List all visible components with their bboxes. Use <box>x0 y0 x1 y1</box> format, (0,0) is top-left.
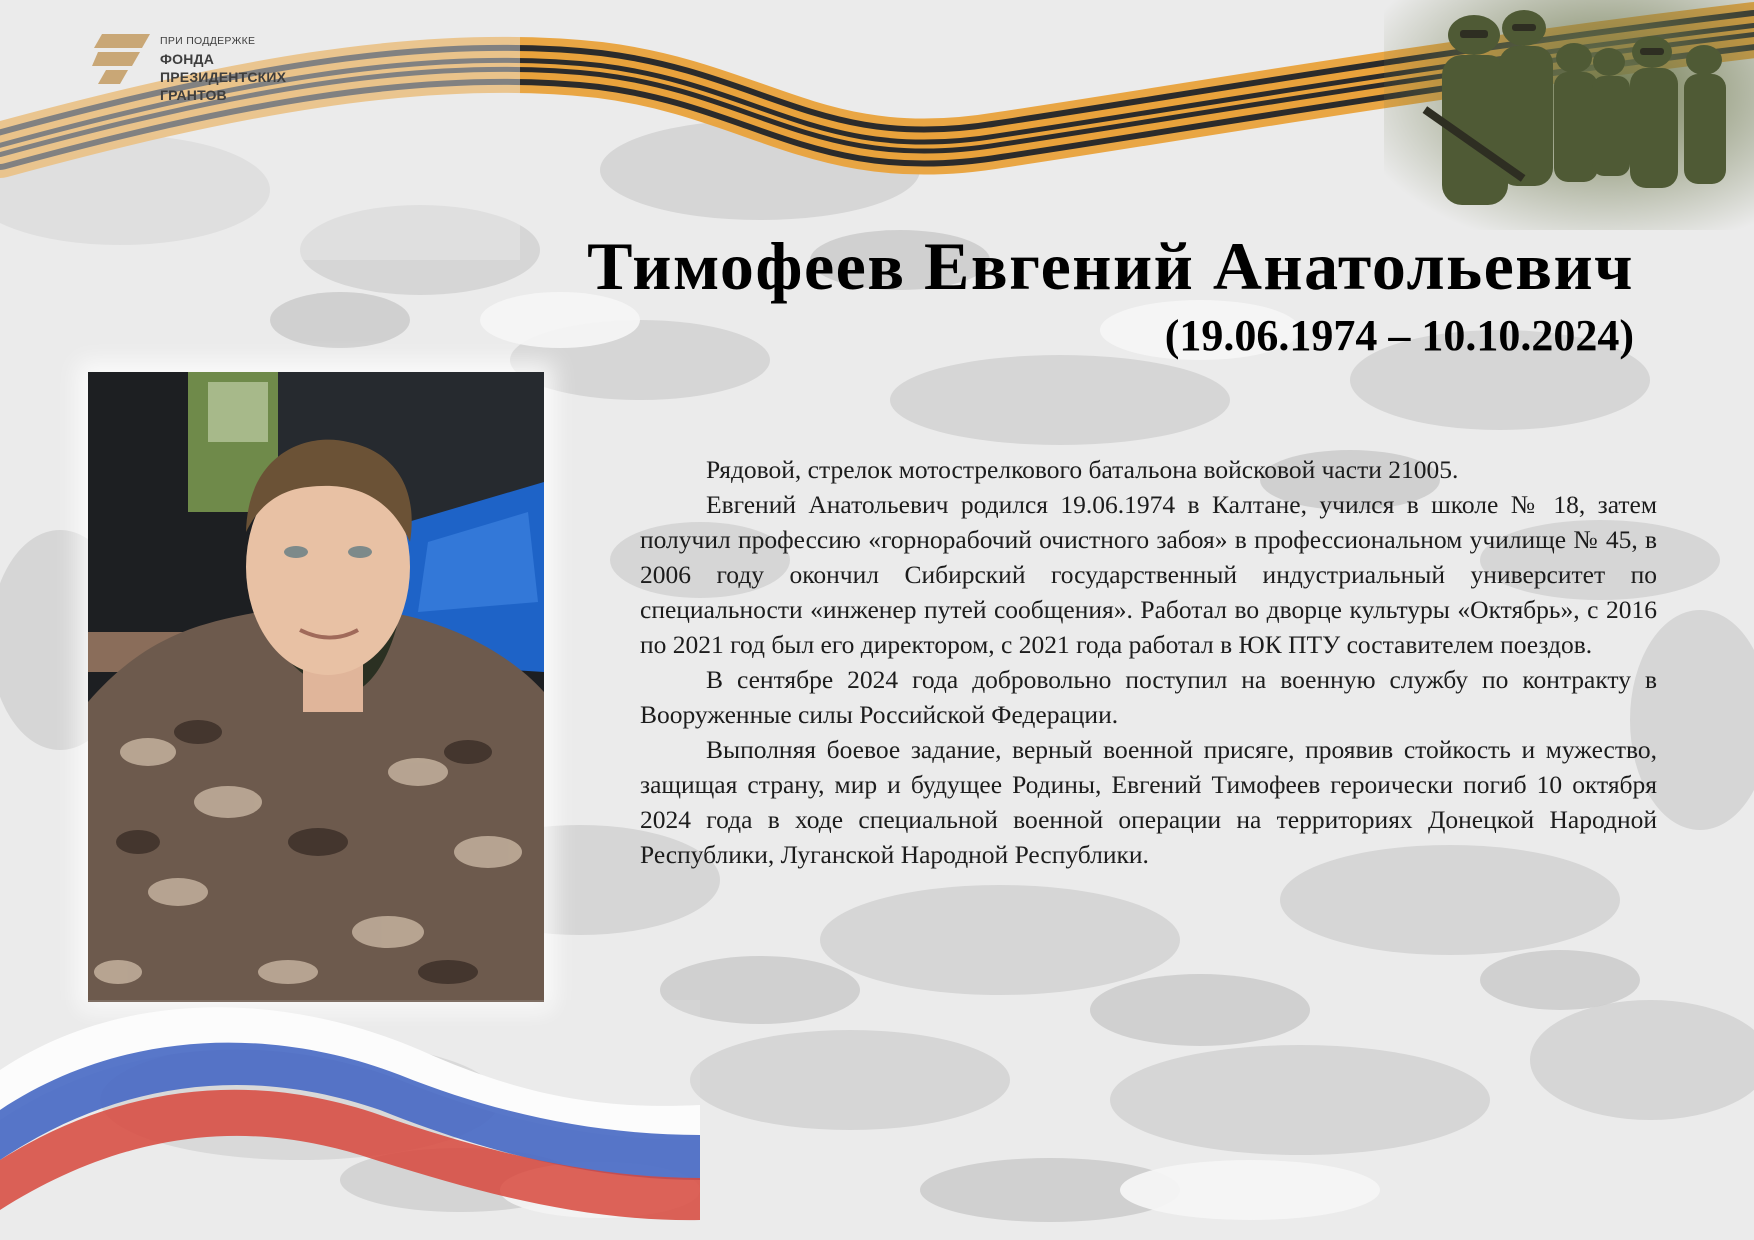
grants-fund-logo-icon <box>92 34 150 86</box>
bio-paragraph-life: Евгений Анатольевич родился 19.06.1974 в Калтане, учился в школе № 18, затем получил профессию «горнорабочий очистного забоя» в профессиональном училище № 45, в 2006 году окончил Сибирский государственный индустриальный университет по специальности «инженер путей сообщения». Работал во дворце культуры «Октябрь», с 2016 по 2021 год был его директором, с 2021 года работал в ЮК ПТУ составителем поездов. <box>640 490 1657 659</box>
bio-paragraph-service: В сентябре 2024 года добровольно поступил на военную службу по контракту в Вооруженные силы Российской Федерации. <box>640 665 1657 729</box>
hero-portrait <box>88 372 544 1002</box>
logo-presidential-label: ПРЕЗИДЕНТСКИХ <box>160 69 287 85</box>
logo-support-label: ПРИ ПОДДЕРЖКЕ <box>160 35 256 47</box>
hero-name: Тимофеев Евгений Анатольевич <box>587 228 1634 304</box>
logo-grants-label: ГРАНТОВ <box>160 87 227 103</box>
hero-biography <box>640 452 1657 872</box>
bio-paragraph-rank: Рядовой, стрелок мотострелкового батальона войсковой части 21005. <box>706 455 1459 484</box>
hero-life-dates: (19.06.1974 – 10.10.2024) <box>1164 311 1634 360</box>
grants-fund-logo <box>92 30 332 110</box>
portrait-image <box>88 372 544 1002</box>
logo-fund-label: ФОНДА <box>160 51 215 67</box>
russian-flag-wave <box>0 1000 700 1240</box>
bio-paragraph-death: Выполняя боевое задание, верный военной присяге, проявив стойкость и мужество, защищая страну, мир и будущее Родины, Евгений Тимофеев героически погиб 10 октября 2024 года в ходе специальной военной операции на территориях Донецкой Народной Республики, Луганской Народной Республики. <box>640 735 1657 869</box>
soldiers-illustration <box>1384 0 1754 230</box>
